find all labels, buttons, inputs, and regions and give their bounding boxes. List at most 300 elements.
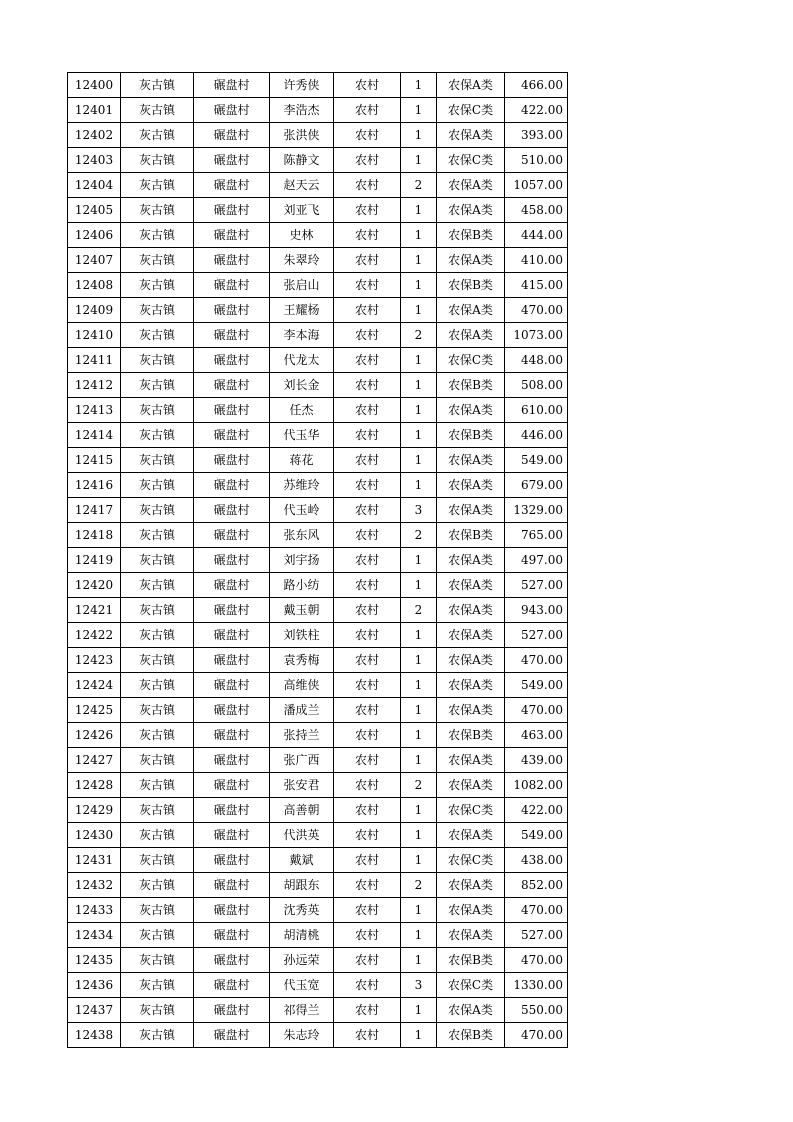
- table-row: [68, 148, 568, 173]
- amount-cell: 393.00: [505, 123, 568, 148]
- town-cell: 灰古镇: [121, 98, 194, 123]
- table-row: [68, 398, 568, 423]
- amount-cell: 1329.00: [505, 498, 568, 523]
- table-row: [68, 948, 568, 973]
- town-cell: 灰古镇: [121, 173, 194, 198]
- name-cell: 代洪英: [270, 823, 334, 848]
- amount-cell: 549.00: [505, 823, 568, 848]
- name-cell: 戴玉朝: [270, 598, 334, 623]
- table-row: [68, 898, 568, 923]
- amount-cell: 1330.00: [505, 973, 568, 998]
- name-cell: 刘铁柱: [270, 623, 334, 648]
- name-cell: 孙远荣: [270, 948, 334, 973]
- member-count-cell: 1: [401, 548, 437, 573]
- town-cell: 灰古镇: [121, 423, 194, 448]
- name-cell: 胡跟东: [270, 873, 334, 898]
- table-row: [68, 723, 568, 748]
- record-id-cell: 12404: [68, 173, 121, 198]
- member-count-cell: 1: [401, 73, 437, 98]
- member-count-cell: 2: [401, 598, 437, 623]
- village-cell: 碾盘村: [194, 998, 270, 1023]
- household-type-cell: 农村: [334, 748, 401, 773]
- member-count-cell: 1: [401, 223, 437, 248]
- name-cell: 刘长金: [270, 373, 334, 398]
- insurance-category-cell: 农保B类: [437, 523, 505, 548]
- record-id-cell: 12403: [68, 148, 121, 173]
- member-count-cell: 1: [401, 448, 437, 473]
- amount-cell: 470.00: [505, 1023, 568, 1048]
- record-id-cell: 12417: [68, 498, 121, 523]
- name-cell: 李本海: [270, 323, 334, 348]
- amount-cell: 508.00: [505, 373, 568, 398]
- insurance-category-cell: 农保C类: [437, 348, 505, 373]
- name-cell: 张东风: [270, 523, 334, 548]
- name-cell: 代玉华: [270, 423, 334, 448]
- record-id-cell: 12400: [68, 73, 121, 98]
- town-cell: 灰古镇: [121, 448, 194, 473]
- town-cell: 灰古镇: [121, 798, 194, 823]
- table-row: [68, 573, 568, 598]
- record-id-cell: 12419: [68, 548, 121, 573]
- household-type-cell: 农村: [334, 823, 401, 848]
- table-row: [68, 98, 568, 123]
- name-cell: 蒋花: [270, 448, 334, 473]
- member-count-cell: 3: [401, 973, 437, 998]
- town-cell: 灰古镇: [121, 873, 194, 898]
- household-type-cell: 农村: [334, 73, 401, 98]
- insurance-category-cell: 农保A类: [437, 923, 505, 948]
- amount-cell: 470.00: [505, 898, 568, 923]
- insurance-category-cell: 农保C类: [437, 798, 505, 823]
- record-id-cell: 12401: [68, 98, 121, 123]
- insurance-category-cell: 农保B类: [437, 273, 505, 298]
- record-id-cell: 12418: [68, 523, 121, 548]
- name-cell: 潘成兰: [270, 698, 334, 723]
- amount-cell: 549.00: [505, 448, 568, 473]
- household-type-cell: 农村: [334, 523, 401, 548]
- household-type-cell: 农村: [334, 873, 401, 898]
- record-id-cell: 12414: [68, 423, 121, 448]
- name-cell: 任杰: [270, 398, 334, 423]
- amount-cell: 422.00: [505, 798, 568, 823]
- village-cell: 碾盘村: [194, 423, 270, 448]
- village-cell: 碾盘村: [194, 698, 270, 723]
- town-cell: 灰古镇: [121, 523, 194, 548]
- member-count-cell: 2: [401, 873, 437, 898]
- insurance-category-cell: 农保A类: [437, 698, 505, 723]
- insurance-category-cell: 农保A类: [437, 173, 505, 198]
- household-type-cell: 农村: [334, 198, 401, 223]
- member-count-cell: 1: [401, 698, 437, 723]
- member-count-cell: 1: [401, 1023, 437, 1048]
- town-cell: 灰古镇: [121, 623, 194, 648]
- household-type-cell: 农村: [334, 548, 401, 573]
- amount-cell: 410.00: [505, 248, 568, 273]
- household-type-cell: 农村: [334, 398, 401, 423]
- amount-cell: 466.00: [505, 73, 568, 98]
- town-cell: 灰古镇: [121, 723, 194, 748]
- member-count-cell: 2: [401, 773, 437, 798]
- record-id-cell: 12436: [68, 973, 121, 998]
- town-cell: 灰古镇: [121, 923, 194, 948]
- name-cell: 代龙太: [270, 348, 334, 373]
- table-row: [68, 198, 568, 223]
- insurance-category-cell: 农保A类: [437, 448, 505, 473]
- member-count-cell: 2: [401, 523, 437, 548]
- member-count-cell: 1: [401, 373, 437, 398]
- household-type-cell: 农村: [334, 848, 401, 873]
- member-count-cell: 1: [401, 298, 437, 323]
- household-type-cell: 农村: [334, 598, 401, 623]
- household-type-cell: 农村: [334, 448, 401, 473]
- table-row: [68, 1023, 568, 1048]
- record-id-cell: 12411: [68, 348, 121, 373]
- village-cell: 碾盘村: [194, 823, 270, 848]
- town-cell: 灰古镇: [121, 123, 194, 148]
- table-row: [68, 973, 568, 998]
- table-row: [68, 298, 568, 323]
- member-count-cell: 1: [401, 948, 437, 973]
- village-cell: 碾盘村: [194, 723, 270, 748]
- village-cell: 碾盘村: [194, 148, 270, 173]
- name-cell: 史林: [270, 223, 334, 248]
- table-row: [68, 748, 568, 773]
- town-cell: 灰古镇: [121, 948, 194, 973]
- amount-cell: 1082.00: [505, 773, 568, 798]
- village-cell: 碾盘村: [194, 248, 270, 273]
- name-cell: 代玉岭: [270, 498, 334, 523]
- table-row: [68, 773, 568, 798]
- village-cell: 碾盘村: [194, 548, 270, 573]
- household-type-cell: 农村: [334, 173, 401, 198]
- member-count-cell: 2: [401, 323, 437, 348]
- town-cell: 灰古镇: [121, 73, 194, 98]
- insurance-category-cell: 农保A类: [437, 898, 505, 923]
- household-type-cell: 农村: [334, 123, 401, 148]
- table-row: [68, 273, 568, 298]
- insurance-category-cell: 农保A类: [437, 248, 505, 273]
- household-type-cell: 农村: [334, 923, 401, 948]
- household-type-cell: 农村: [334, 898, 401, 923]
- town-cell: 灰古镇: [121, 748, 194, 773]
- record-id-cell: 12434: [68, 923, 121, 948]
- name-cell: 刘宇扬: [270, 548, 334, 573]
- member-count-cell: 1: [401, 923, 437, 948]
- village-cell: 碾盘村: [194, 673, 270, 698]
- amount-cell: 470.00: [505, 948, 568, 973]
- household-type-cell: 农村: [334, 498, 401, 523]
- household-type-cell: 农村: [334, 373, 401, 398]
- member-count-cell: 1: [401, 823, 437, 848]
- name-cell: 苏维玲: [270, 473, 334, 498]
- village-cell: 碾盘村: [194, 348, 270, 373]
- insurance-category-cell: 农保A类: [437, 323, 505, 348]
- insurance-category-cell: 农保A类: [437, 873, 505, 898]
- name-cell: 张持兰: [270, 723, 334, 748]
- household-type-cell: 农村: [334, 348, 401, 373]
- village-cell: 碾盘村: [194, 598, 270, 623]
- member-count-cell: 1: [401, 98, 437, 123]
- town-cell: 灰古镇: [121, 273, 194, 298]
- village-cell: 碾盘村: [194, 898, 270, 923]
- town-cell: 灰古镇: [121, 673, 194, 698]
- insurance-category-cell: 农保A类: [437, 123, 505, 148]
- town-cell: 灰古镇: [121, 898, 194, 923]
- village-cell: 碾盘村: [194, 748, 270, 773]
- insurance-category-cell: 农保A类: [437, 598, 505, 623]
- member-count-cell: 1: [401, 848, 437, 873]
- village-cell: 碾盘村: [194, 773, 270, 798]
- name-cell: 陈静文: [270, 148, 334, 173]
- town-cell: 灰古镇: [121, 823, 194, 848]
- town-cell: 灰古镇: [121, 198, 194, 223]
- member-count-cell: 1: [401, 273, 437, 298]
- town-cell: 灰古镇: [121, 648, 194, 673]
- household-type-cell: 农村: [334, 998, 401, 1023]
- record-id-cell: 12427: [68, 748, 121, 773]
- table-row: [68, 323, 568, 348]
- name-cell: 袁秀梅: [270, 648, 334, 673]
- town-cell: 灰古镇: [121, 348, 194, 373]
- member-count-cell: 1: [401, 423, 437, 448]
- record-id-cell: 12430: [68, 823, 121, 848]
- household-type-cell: 农村: [334, 473, 401, 498]
- town-cell: 灰古镇: [121, 998, 194, 1023]
- insurance-category-cell: 农保A类: [437, 498, 505, 523]
- household-type-cell: 农村: [334, 573, 401, 598]
- name-cell: 沈秀英: [270, 898, 334, 923]
- member-count-cell: 1: [401, 398, 437, 423]
- amount-cell: 458.00: [505, 198, 568, 223]
- household-type-cell: 农村: [334, 698, 401, 723]
- member-count-cell: 1: [401, 798, 437, 823]
- amount-cell: 470.00: [505, 698, 568, 723]
- insurance-category-cell: 农保A类: [437, 73, 505, 98]
- member-count-cell: 2: [401, 173, 437, 198]
- table-row: [68, 523, 568, 548]
- household-type-cell: 农村: [334, 223, 401, 248]
- insurance-category-cell: 农保B类: [437, 948, 505, 973]
- member-count-cell: 1: [401, 473, 437, 498]
- village-cell: 碾盘村: [194, 873, 270, 898]
- village-cell: 碾盘村: [194, 798, 270, 823]
- town-cell: 灰古镇: [121, 598, 194, 623]
- amount-cell: 422.00: [505, 98, 568, 123]
- record-id-cell: 12422: [68, 623, 121, 648]
- record-id-cell: 12428: [68, 773, 121, 798]
- name-cell: 王耀杨: [270, 298, 334, 323]
- amount-cell: 527.00: [505, 573, 568, 598]
- insurance-category-cell: 农保C类: [437, 973, 505, 998]
- record-id-cell: 12407: [68, 248, 121, 273]
- record-id-cell: 12413: [68, 398, 121, 423]
- amount-cell: 448.00: [505, 348, 568, 373]
- amount-cell: 446.00: [505, 423, 568, 448]
- insurance-category-cell: 农保A类: [437, 773, 505, 798]
- name-cell: 张安君: [270, 773, 334, 798]
- town-cell: 灰古镇: [121, 223, 194, 248]
- town-cell: 灰古镇: [121, 973, 194, 998]
- member-count-cell: 1: [401, 748, 437, 773]
- insurance-category-cell: 农保A类: [437, 673, 505, 698]
- table-row: [68, 248, 568, 273]
- name-cell: 赵天云: [270, 173, 334, 198]
- amount-cell: 438.00: [505, 848, 568, 873]
- amount-cell: 549.00: [505, 673, 568, 698]
- record-id-cell: 12420: [68, 573, 121, 598]
- member-count-cell: 1: [401, 898, 437, 923]
- record-id-cell: 12409: [68, 298, 121, 323]
- table-row: [68, 223, 568, 248]
- household-type-cell: 农村: [334, 798, 401, 823]
- amount-cell: 852.00: [505, 873, 568, 898]
- table-row: [68, 623, 568, 648]
- household-type-cell: 农村: [334, 98, 401, 123]
- name-cell: 张洪侠: [270, 123, 334, 148]
- household-type-cell: 农村: [334, 673, 401, 698]
- name-cell: 戴斌: [270, 848, 334, 873]
- town-cell: 灰古镇: [121, 248, 194, 273]
- insurance-category-cell: 农保A类: [437, 748, 505, 773]
- name-cell: 路小纺: [270, 573, 334, 598]
- town-cell: 灰古镇: [121, 1023, 194, 1048]
- household-type-cell: 农村: [334, 423, 401, 448]
- household-type-cell: 农村: [334, 623, 401, 648]
- village-cell: 碾盘村: [194, 73, 270, 98]
- amount-cell: 610.00: [505, 398, 568, 423]
- name-cell: 朱翠玲: [270, 248, 334, 273]
- record-id-cell: 12425: [68, 698, 121, 723]
- village-cell: 碾盘村: [194, 448, 270, 473]
- table-row: [68, 348, 568, 373]
- record-id-cell: 12415: [68, 448, 121, 473]
- table-row: [68, 598, 568, 623]
- amount-cell: 444.00: [505, 223, 568, 248]
- member-count-cell: 1: [401, 148, 437, 173]
- village-cell: 碾盘村: [194, 973, 270, 998]
- insurance-category-cell: 农保A类: [437, 298, 505, 323]
- member-count-cell: 1: [401, 648, 437, 673]
- village-cell: 碾盘村: [194, 98, 270, 123]
- village-cell: 碾盘村: [194, 1023, 270, 1048]
- table-row: [68, 798, 568, 823]
- record-id-cell: 12423: [68, 648, 121, 673]
- household-type-cell: 农村: [334, 773, 401, 798]
- amount-cell: 510.00: [505, 148, 568, 173]
- insurance-category-cell: 农保B类: [437, 373, 505, 398]
- name-cell: 朱志玲: [270, 1023, 334, 1048]
- member-count-cell: 1: [401, 623, 437, 648]
- amount-cell: 943.00: [505, 598, 568, 623]
- member-count-cell: 1: [401, 723, 437, 748]
- table-row: [68, 823, 568, 848]
- village-cell: 碾盘村: [194, 473, 270, 498]
- table-row: [68, 998, 568, 1023]
- member-count-cell: 1: [401, 673, 437, 698]
- record-id-cell: 12412: [68, 373, 121, 398]
- household-type-cell: 农村: [334, 1023, 401, 1048]
- name-cell: 许秀侠: [270, 73, 334, 98]
- amount-cell: 470.00: [505, 648, 568, 673]
- member-count-cell: 1: [401, 123, 437, 148]
- name-cell: 李浩杰: [270, 98, 334, 123]
- insurance-category-cell: 农保A类: [437, 623, 505, 648]
- table-row: [68, 448, 568, 473]
- record-id-cell: 12424: [68, 673, 121, 698]
- town-cell: 灰古镇: [121, 848, 194, 873]
- amount-cell: 497.00: [505, 548, 568, 573]
- village-cell: 碾盘村: [194, 198, 270, 223]
- household-type-cell: 农村: [334, 148, 401, 173]
- table-row: [68, 123, 568, 148]
- table-row: [68, 923, 568, 948]
- member-count-cell: 1: [401, 998, 437, 1023]
- town-cell: 灰古镇: [121, 148, 194, 173]
- village-cell: 碾盘村: [194, 623, 270, 648]
- table-row: [68, 873, 568, 898]
- village-cell: 碾盘村: [194, 398, 270, 423]
- table-row: [68, 373, 568, 398]
- member-count-cell: 1: [401, 348, 437, 373]
- insurance-category-cell: 农保B类: [437, 1023, 505, 1048]
- village-cell: 碾盘村: [194, 948, 270, 973]
- table-row: [68, 498, 568, 523]
- town-cell: 灰古镇: [121, 698, 194, 723]
- member-count-cell: 1: [401, 573, 437, 598]
- town-cell: 灰古镇: [121, 323, 194, 348]
- village-cell: 碾盘村: [194, 523, 270, 548]
- record-id-cell: 12421: [68, 598, 121, 623]
- household-type-cell: 农村: [334, 273, 401, 298]
- town-cell: 灰古镇: [121, 373, 194, 398]
- insurance-category-cell: 农保A类: [437, 473, 505, 498]
- village-cell: 碾盘村: [194, 298, 270, 323]
- village-cell: 碾盘村: [194, 848, 270, 873]
- town-cell: 灰古镇: [121, 498, 194, 523]
- name-cell: 张启山: [270, 273, 334, 298]
- table-row: [68, 848, 568, 873]
- village-cell: 碾盘村: [194, 173, 270, 198]
- town-cell: 灰古镇: [121, 398, 194, 423]
- record-id-cell: 12402: [68, 123, 121, 148]
- amount-cell: 527.00: [505, 623, 568, 648]
- insurance-category-cell: 农保A类: [437, 573, 505, 598]
- table-row: [68, 423, 568, 448]
- town-cell: 灰古镇: [121, 548, 194, 573]
- amount-cell: 1073.00: [505, 323, 568, 348]
- household-type-cell: 农村: [334, 248, 401, 273]
- name-cell: 高善朝: [270, 798, 334, 823]
- household-type-cell: 农村: [334, 298, 401, 323]
- insurance-category-cell: 农保A类: [437, 548, 505, 573]
- record-id-cell: 12426: [68, 723, 121, 748]
- table-row: [68, 698, 568, 723]
- village-cell: 碾盘村: [194, 273, 270, 298]
- household-type-cell: 农村: [334, 973, 401, 998]
- village-cell: 碾盘村: [194, 123, 270, 148]
- insurance-category-cell: 农保A类: [437, 823, 505, 848]
- name-cell: 代玉宽: [270, 973, 334, 998]
- name-cell: 胡清桃: [270, 923, 334, 948]
- village-cell: 碾盘村: [194, 648, 270, 673]
- record-id-cell: 12408: [68, 273, 121, 298]
- name-cell: 刘亚飞: [270, 198, 334, 223]
- name-cell: 祁得兰: [270, 998, 334, 1023]
- amount-cell: 550.00: [505, 998, 568, 1023]
- village-cell: 碾盘村: [194, 373, 270, 398]
- village-cell: 碾盘村: [194, 223, 270, 248]
- member-count-cell: 1: [401, 248, 437, 273]
